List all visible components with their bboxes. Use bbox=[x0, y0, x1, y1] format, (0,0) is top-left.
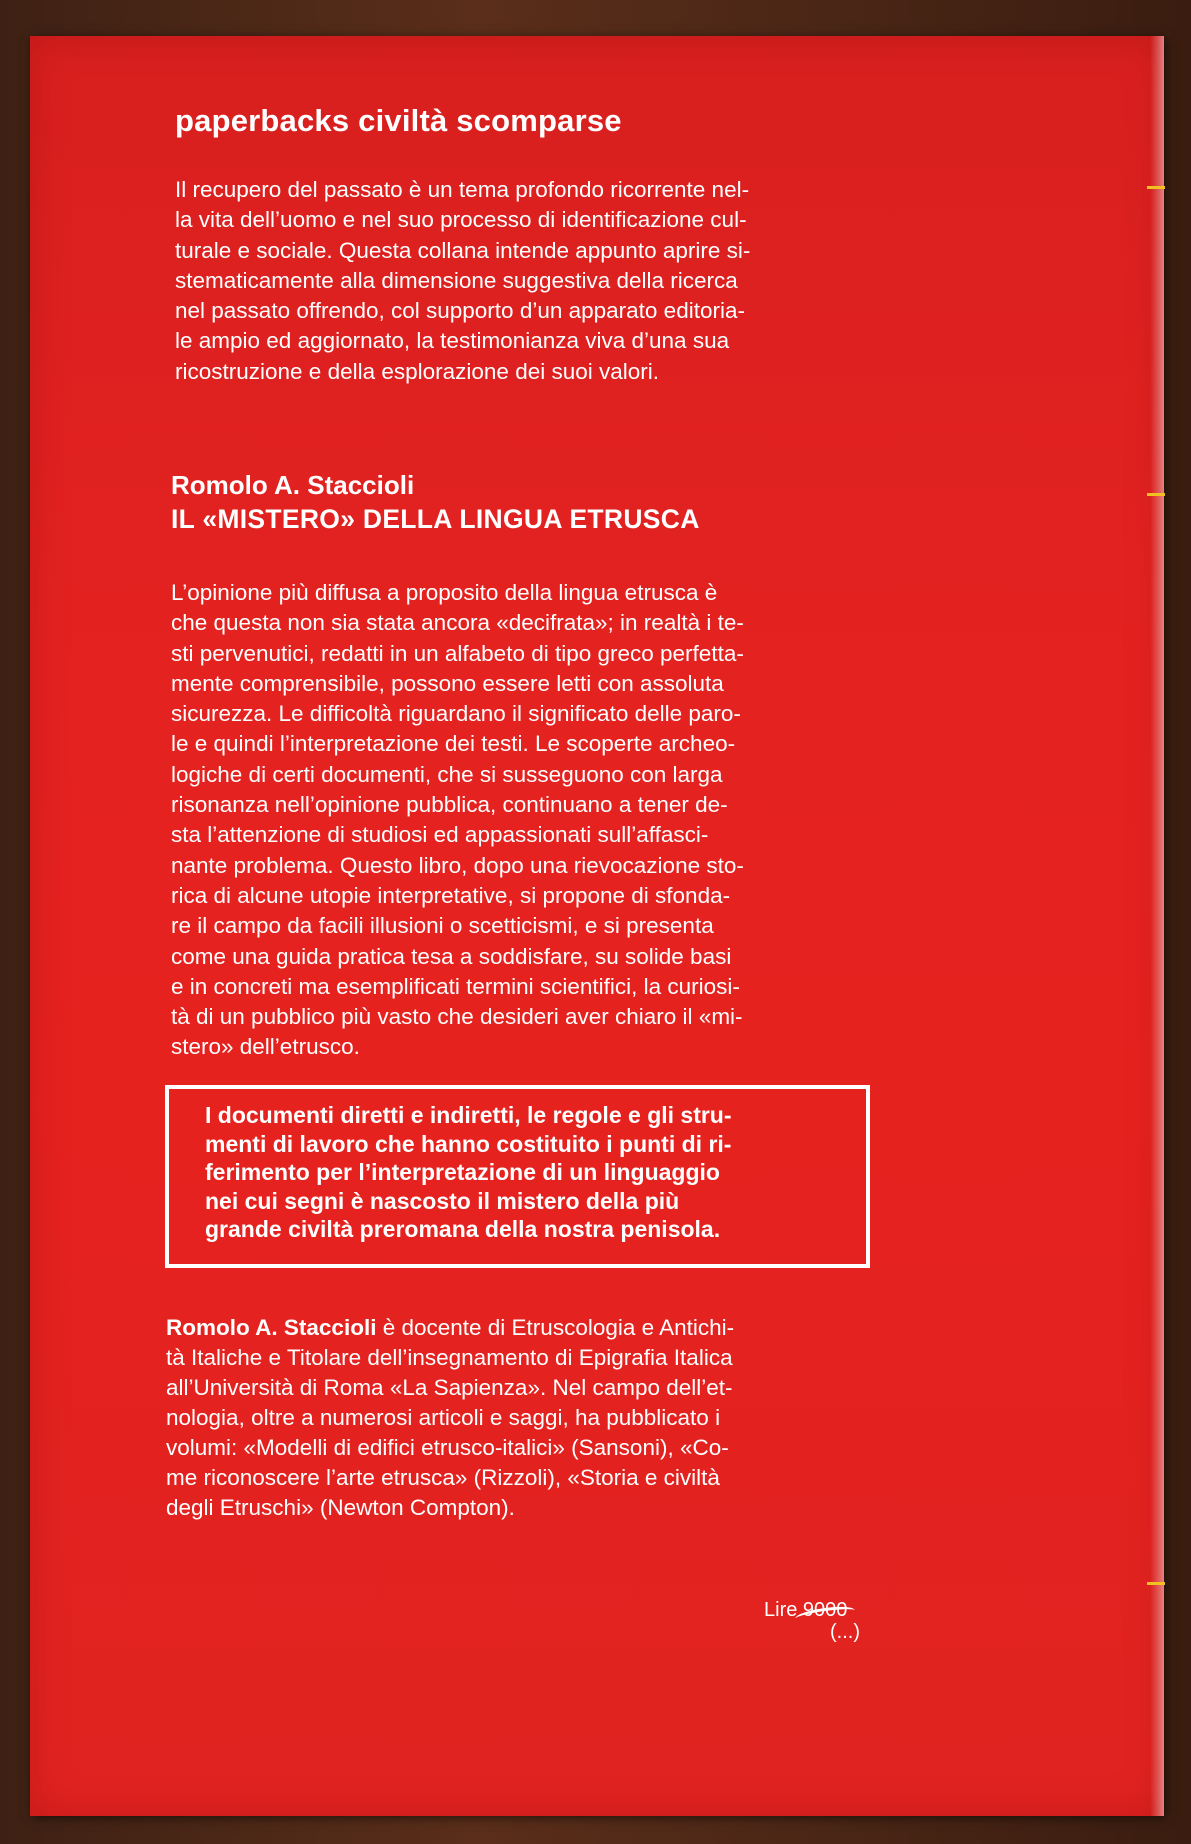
text-line: nel passato offrendo, col supporto d’un apparato editoria- bbox=[175, 298, 745, 324]
binding-stitch bbox=[1147, 1582, 1165, 1585]
text-line: le e quindi l’interpretazione dei testi. Le scoperte archeo- bbox=[171, 731, 736, 757]
text-line bbox=[166, 1313, 734, 1343]
text-line: sta l’attenzione di studiosi ed appassionati sull’affasci- bbox=[171, 822, 709, 848]
text-line: stero» dell’etrusco. bbox=[171, 1034, 360, 1060]
text-line: me riconoscere l’arte etrusca» (Rizzoli), «Storia e civiltà bbox=[166, 1465, 720, 1490]
book-blurb bbox=[171, 578, 881, 1063]
binding-stitch bbox=[1147, 186, 1165, 189]
text-line: rica di alcune utopie interpretative, si propone di sfonda- bbox=[171, 882, 731, 908]
text-line: all’Università di Roma «La Sapienza». Nel campo dell’et- bbox=[166, 1375, 733, 1400]
text-line: la vita dell’uomo e nel suo processo di identificazione cul- bbox=[175, 207, 747, 233]
text-line: che questa non sia stata ancora «decifrata»; in realtà i te- bbox=[171, 610, 744, 636]
text-line: nei cui segni è nascosto il mistero della più bbox=[205, 1187, 680, 1214]
text-line: volumi: «Modelli di edifici etrusco-italici» (Sansoni), «Co- bbox=[166, 1435, 729, 1460]
text-line: tà Italiche e Titolare dell’insegnamento di Epigrafia Italica bbox=[166, 1345, 733, 1370]
text-line: come una guida pratica tesa a soddisfare, su solide basi bbox=[171, 943, 732, 969]
text-line: le ampio ed aggiornato, la testimonianza viva d’una sua bbox=[175, 328, 730, 354]
bio-first-line: è docente di Etruscologia e Antichi- bbox=[376, 1315, 735, 1340]
text-line: re il campo da facili illusioni o scetticismi, e si presenta bbox=[171, 913, 714, 939]
author-name: Romolo A. Staccioli bbox=[171, 470, 415, 500]
text-line: sti pervenutici, redatti in un alfabeto di tipo greco perfetta- bbox=[171, 640, 744, 666]
text-line: turale e sociale. Questa collana intende appunto aprire si- bbox=[175, 237, 751, 263]
text-line: stematicamente alla dimensione suggestiva della ricerca bbox=[175, 267, 738, 293]
binding-stitch bbox=[1147, 493, 1165, 496]
text-line: nologia, oltre a numerosi articoli e saggi, ha pubblicato i bbox=[166, 1405, 721, 1430]
text-line: I documenti diretti e indiretti, le regole e gli stru- bbox=[205, 1102, 732, 1128]
highlight-box-text bbox=[205, 1101, 732, 1244]
text-line: ferimento per l’interpretazione di un linguaggio bbox=[205, 1159, 720, 1185]
price-label: Lire 9000 bbox=[764, 1599, 848, 1621]
text-line: L’opinione più diffusa a proposito della lingua etrusca è bbox=[171, 580, 718, 605]
text-line: tà di un pubblico più vasto che desideri aver chiaro il «mi- bbox=[171, 1004, 743, 1030]
price-code: (...) bbox=[830, 1621, 860, 1643]
text-line: Il recupero del passato è un tema profondo ricorrente nel- bbox=[175, 177, 750, 202]
text-line: grande civiltà preromana della nostra penisola. bbox=[205, 1216, 721, 1242]
series-title: paperbacks civiltà scomparse bbox=[175, 103, 622, 138]
author-bio bbox=[166, 1313, 734, 1523]
text-line: mente comprensibile, possono essere letti con assoluta bbox=[171, 670, 724, 696]
text-line: menti di lavoro che hanno costituito i punti di ri- bbox=[205, 1130, 732, 1157]
text-line: risonanza nell’opinione pubblica, continuano a tener de- bbox=[171, 792, 728, 818]
text-line: e in concreti ma esemplificati termini scientifici, la curiosi- bbox=[171, 973, 740, 999]
book-title: IL «MISTERO» DELLA LINGUA ETRUSCA bbox=[171, 504, 700, 534]
text-line: ricostruzione e della esplorazione dei suoi valori. bbox=[175, 358, 660, 384]
text-line: logiche di certi documenti, che si susseguono con larga bbox=[171, 761, 723, 787]
series-description bbox=[175, 175, 895, 387]
text-line: sicurezza. Le difficoltà riguardano il significato delle paro- bbox=[171, 701, 741, 727]
bio-author-name: Romolo A. Staccioli bbox=[166, 1315, 377, 1340]
text-line: degli Etruschi» (Newton Compton). bbox=[166, 1495, 515, 1520]
text-line: nante problema. Questo libro, dopo una rievocazione sto- bbox=[171, 852, 744, 878]
